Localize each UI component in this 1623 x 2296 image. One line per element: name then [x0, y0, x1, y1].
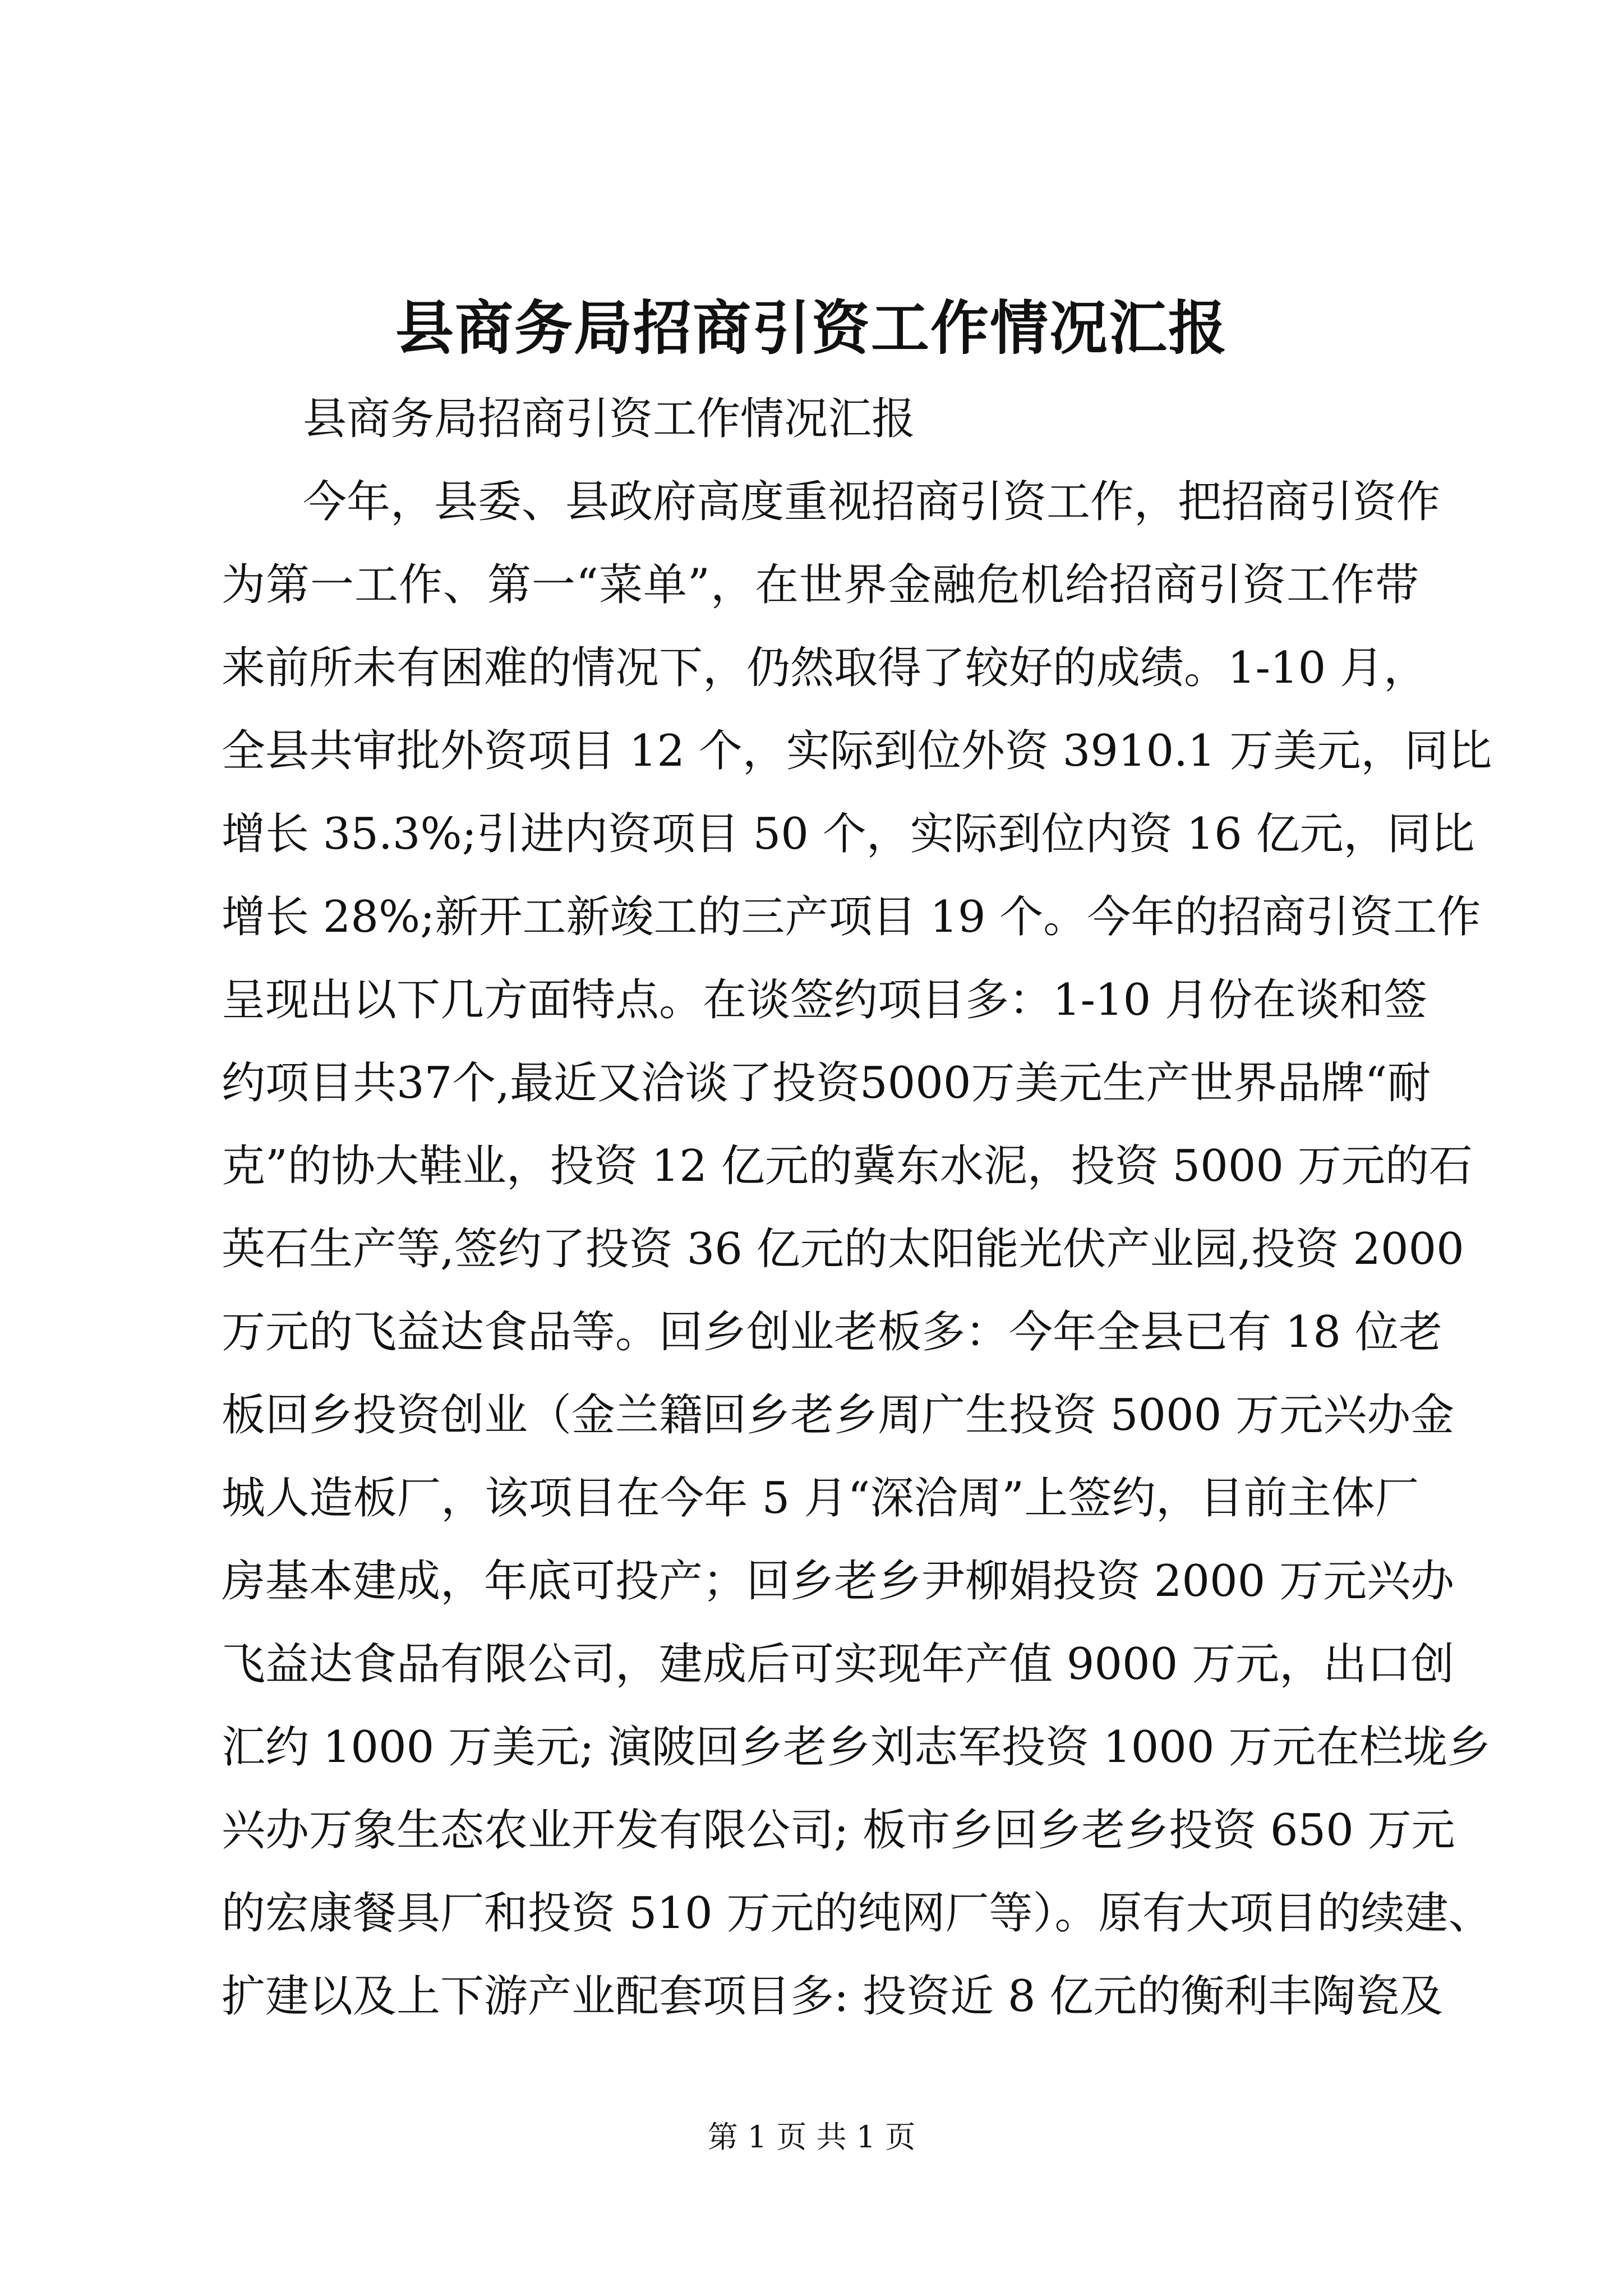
body-line: 全县共审批外资项目 12 个，实际到位外资 3910.1 万美元，同比 [222, 726, 1492, 776]
body-line: 增长 35.3%;引进内资项目 50 个，实际到位内资 16 亿元，同比 [222, 809, 1475, 859]
body-line: 的宏康餐具厂和投资 510 万元的纯网厂等）。原有大项目的续建、 [222, 1888, 1492, 1939]
body-line: 城人造板厂，该项目在今年 5 月“深洽周”上签约，目前主体厂 [222, 1473, 1419, 1524]
body-line: 汇约 1000 万美元; 演陂回乡老乡刘志军投资 1000 万元在栏垅乡 [222, 1722, 1491, 1773]
body-line: 今年，县委、县政府高度重视招商引资工作，把招商引资作 [303, 477, 1441, 527]
body-line: 板回乡投资创业（金兰籍回乡老乡周广生投资 5000 万元兴办金 [222, 1390, 1455, 1441]
body-line: 呈现出以下几方面特点。在谈签约项目多：1-10 月份在谈和签 [222, 975, 1428, 1025]
document-subtitle: 县商务局招商引资工作情况汇报 [303, 394, 916, 444]
body-line: 万元的飞益达食品等。回乡创业老板多：今年全县已有 18 位老 [222, 1307, 1442, 1358]
body-line: 扩建以及上下游产业配套项目多: 投资近 8 亿元的衡利丰陶瓷及 [222, 1971, 1444, 2022]
body-line: 房基本建成，年底可投产；回乡老乡尹柳娟投资 2000 万元兴办 [222, 1556, 1455, 1607]
body-line: 增长 28%;新开工新竣工的三产项目 19 个。今年的招商引资工作 [222, 892, 1481, 942]
document-title: 县商务局招商引资工作情况汇报 [395, 293, 1228, 362]
body-line: 英石生产等,签约了投资 36 亿元的太阳能光伏产业园,投资 2000 [222, 1224, 1464, 1274]
body-line: 为第一工作、第一“菜单”，在世界金融危机给招商引资工作带 [222, 560, 1419, 610]
body-line: 克”的协大鞋业，投资 12 亿元的冀东水泥，投资 5000 万元的石 [222, 1141, 1473, 1191]
body-line: 飞益达食品有限公司，建成后可实现年产值 9000 万元，出口创 [222, 1639, 1455, 1690]
body-line: 兴办万象生态农业开发有限公司; 板市乡回乡老乡投资 650 万元 [222, 1805, 1455, 1856]
page-footer: 第 1 页 共 1 页 [707, 2119, 916, 2155]
body-line: 来前所未有困难的情况下，仍然取得了较好的成绩。1-10 月， [222, 643, 1428, 693]
body-line: 约项目共37个,最近又洽谈了投资5000万美元生产世界品牌“耐 [222, 1058, 1431, 1108]
